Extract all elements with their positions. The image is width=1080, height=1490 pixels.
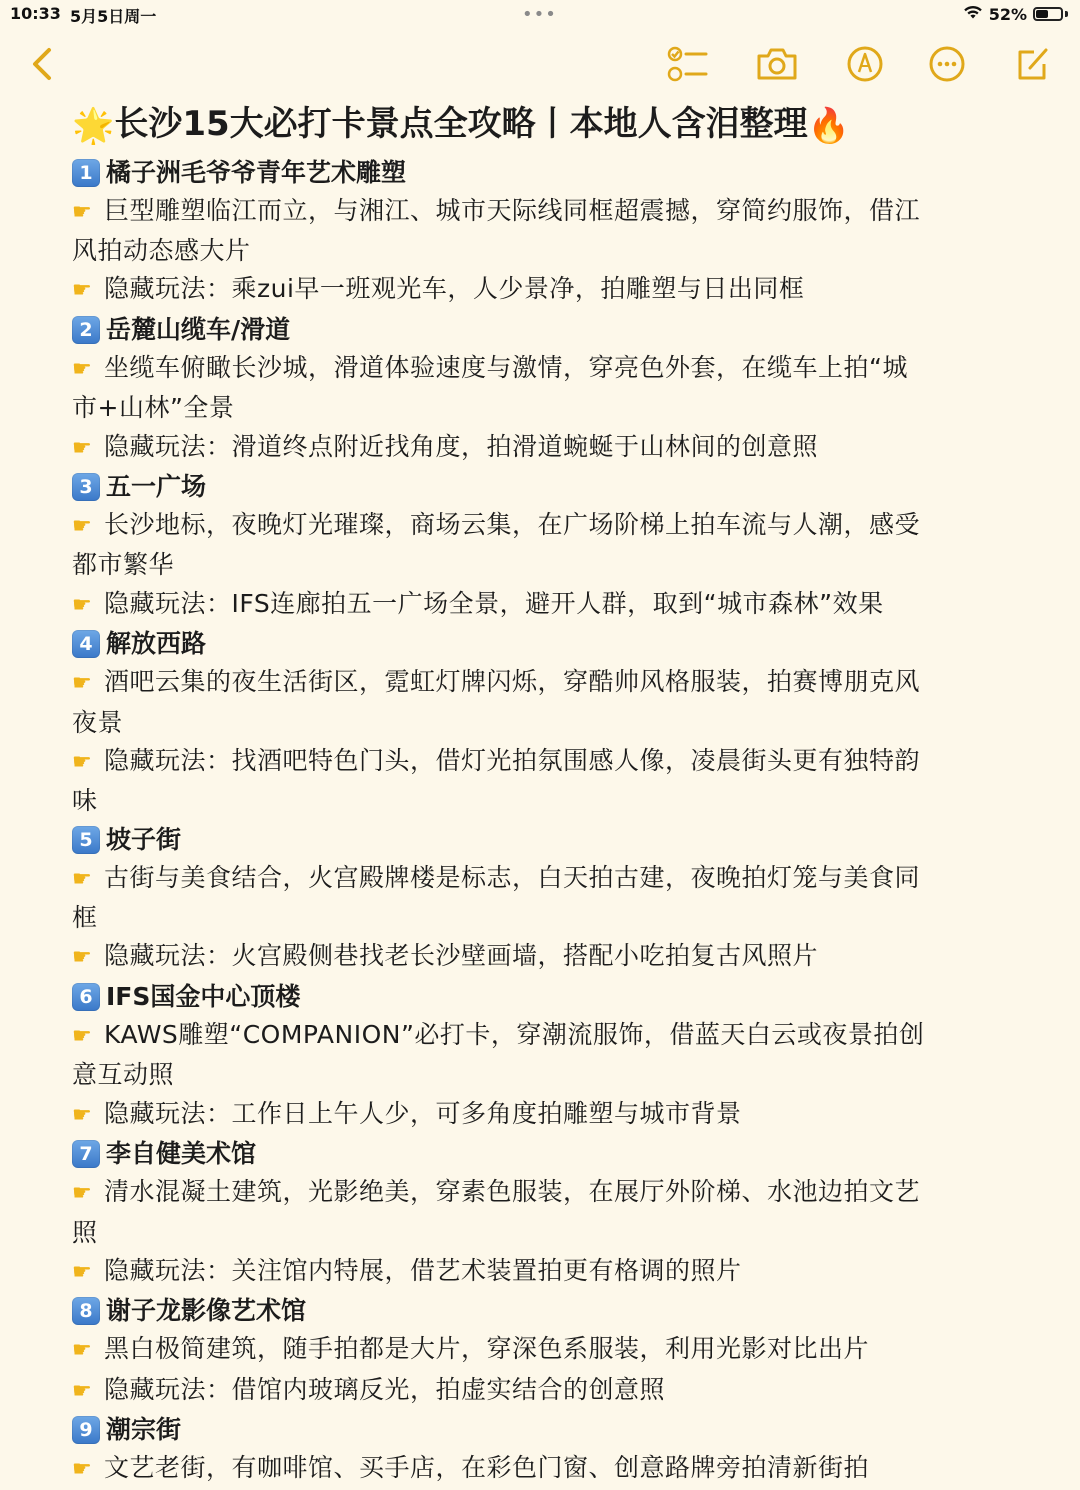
- section-name: 潮宗街: [106, 1415, 182, 1444]
- more-button[interactable]: [923, 40, 971, 88]
- section-title: [72, 1135, 1012, 1173]
- note-line-text: 隐藏玩法：借馆内玻璃反光，拍虚实结合的创意照: [104, 1374, 666, 1404]
- camera-button[interactable]: [753, 40, 801, 88]
- number-keycap-icon: 7: [72, 1140, 100, 1168]
- note-line-text: 意互动照: [72, 1060, 175, 1090]
- note-line: [72, 782, 1012, 820]
- note-line: [72, 1449, 1012, 1489]
- pointing-hand-icon: ☛: [72, 1181, 93, 1207]
- note-line: [72, 232, 1012, 270]
- note-line: [72, 742, 1012, 782]
- note-line: [72, 1173, 1012, 1213]
- pointing-hand-icon: ☛: [72, 1338, 93, 1364]
- note-line: [72, 937, 1012, 977]
- note-line-text: 夜景: [72, 707, 124, 737]
- note-line: [72, 1252, 1012, 1292]
- multitasking-dots-icon[interactable]: •••: [522, 4, 557, 25]
- section-title: [72, 1411, 1012, 1449]
- pointing-hand-icon: ☛: [72, 435, 93, 461]
- section-name: 五一广场: [106, 471, 207, 501]
- note-content[interactable]: [72, 100, 1012, 1490]
- note-line-text: 酒吧云集的夜生活街区，霓虹灯牌闪烁，穿酷帅风格服装，拍赛博朋克风: [104, 667, 921, 697]
- note-line: [72, 389, 1012, 427]
- section-name: 坡子街: [106, 824, 182, 854]
- note-line: [72, 859, 1012, 899]
- section-title: [72, 978, 1012, 1016]
- pointing-hand-icon: ☛: [72, 1259, 93, 1285]
- note-line: [72, 1330, 1012, 1370]
- section-name: IFS国金中心顶楼: [106, 981, 301, 1011]
- note-line-text: 文艺老街，有咖啡馆、买手店，在彩色门窗、创意路牌旁拍清新街拍: [104, 1453, 870, 1483]
- note-line: [72, 1056, 1012, 1094]
- note-line-text: 照: [72, 1217, 98, 1247]
- camera-icon: [755, 44, 799, 84]
- section-title: [72, 154, 1012, 192]
- pointing-hand-icon: ☛: [72, 278, 93, 304]
- number-keycap-icon: 3: [72, 473, 100, 501]
- pointing-hand-icon: ☛: [72, 1024, 93, 1050]
- note-line: [72, 428, 1012, 468]
- checklist-button[interactable]: [664, 40, 712, 88]
- pointing-hand-icon: ☛: [72, 592, 93, 618]
- section-name: 橘子洲毛爷爷青年艺术雕塑: [106, 157, 407, 187]
- pointing-hand-icon: ☛: [72, 1457, 93, 1483]
- battery-tip: [1065, 11, 1068, 17]
- note-line-text: 隐藏玩法：找酒吧特色门头，借灯光拍氛围感人像，凌晨街头更有独特韵: [104, 745, 921, 775]
- note-line-text: 古街与美食结合，火宫殿牌楼是标志，白天拍古建，夜晚拍灯笼与美食同: [104, 862, 921, 892]
- note-line: [72, 585, 1012, 625]
- section-title: [72, 625, 1012, 663]
- note-line-text: 长沙地标，夜晚灯光璀璨，商场云集，在广场阶梯上拍车流与人潮，感受: [104, 510, 921, 540]
- note-line: [72, 349, 1012, 389]
- note-line: [72, 270, 1012, 310]
- section-title: [72, 821, 1012, 859]
- back-button[interactable]: [18, 40, 66, 88]
- note-toolbar: [0, 40, 1080, 88]
- number-keycap-icon: 6: [72, 983, 100, 1011]
- battery-level: [1036, 10, 1048, 18]
- note-line-text: 清水混凝土建筑，光影绝美，穿素色服装，在展厅外阶梯、水池边拍文艺: [104, 1177, 921, 1207]
- note-line-text: 黑白极简建筑，随手拍都是大片，穿深色系服装，利用光影对比出片: [104, 1334, 870, 1364]
- status-time: 10:33: [10, 4, 61, 23]
- section-name: 谢子龙影像艺术馆: [106, 1296, 307, 1326]
- compose-button[interactable]: [1008, 40, 1056, 88]
- note-line: [72, 1214, 1012, 1252]
- note-line: [72, 506, 1012, 546]
- note-line-text: 市+山林”全景: [72, 393, 235, 423]
- note-line-text: 坐缆车俯瞰长沙城，滑道体验速度与激情，穿亮色外套，在缆车上拍“城: [104, 352, 908, 382]
- more-icon: [927, 44, 967, 84]
- fire-icon: 🔥: [807, 105, 851, 146]
- wifi-icon: [963, 4, 983, 24]
- note-line: [72, 192, 1012, 232]
- note-line: [72, 1371, 1012, 1411]
- pointing-hand-icon: ☛: [72, 749, 93, 775]
- pointing-hand-icon: ☛: [72, 1378, 93, 1404]
- number-keycap-icon: 5: [72, 826, 100, 854]
- pointing-hand-icon: ☛: [72, 356, 93, 382]
- number-keycap-icon: 9: [72, 1416, 100, 1444]
- note-line-text: 隐藏玩法：滑道终点附近找角度，拍滑道蜿蜒于山林间的创意照: [104, 431, 819, 461]
- note-title-text: 长沙15大必打卡景点全攻略丨本地人含泪整理: [114, 104, 808, 144]
- chevron-left-icon: [27, 44, 57, 84]
- compose-icon: [1012, 44, 1052, 84]
- note-line-text: 框: [72, 903, 98, 933]
- pointing-hand-icon: ☛: [72, 199, 93, 225]
- status-indicators: [963, 4, 1068, 24]
- note-line: [72, 1095, 1012, 1135]
- pointing-hand-icon: ☛: [72, 866, 93, 892]
- number-keycap-icon: 8: [72, 1297, 100, 1325]
- pointing-hand-icon: ☛: [72, 514, 93, 540]
- note-line-text: 隐藏玩法：关注馆内特展，借艺术装置拍更有格调的照片: [104, 1255, 742, 1285]
- section-name: 李自健美术馆: [106, 1138, 257, 1168]
- section-title: [72, 1292, 1012, 1330]
- pointing-hand-icon: ☛: [72, 945, 93, 971]
- note-line-text: 隐藏玩法：工作日上午人少，可多角度拍雕塑与城市背景: [104, 1098, 742, 1128]
- note-title: [72, 100, 1012, 150]
- star-icon: 🌟: [72, 105, 115, 146]
- note-line-text: 巨型雕塑临江而立，与湘江、城市天际线同框超震撼，穿简约服饰，借江: [104, 195, 921, 225]
- status-bar: [0, 0, 1080, 30]
- note-line: [72, 899, 1012, 937]
- checklist-icon: [666, 44, 710, 84]
- note-line-text: 隐藏玩法：乘zui早一班观光车，人少景净，拍雕塑与日出同框: [104, 274, 805, 304]
- markup-button[interactable]: [841, 40, 889, 88]
- section-name: 岳麓山缆车/滑道: [106, 314, 291, 344]
- number-keycap-icon: 2: [72, 316, 100, 344]
- pointing-hand-icon: ☛: [72, 671, 93, 697]
- note-sections: [72, 154, 1012, 1490]
- battery-icon: [1033, 7, 1063, 21]
- section-name: 解放西路: [106, 629, 207, 659]
- note-line: [72, 546, 1012, 584]
- note-line-text: 都市繁华: [72, 550, 175, 580]
- battery-percent: 52%: [988, 4, 1027, 24]
- status-date: 5月5日周一: [70, 7, 157, 26]
- note-line: [72, 1016, 1012, 1056]
- section-title: [72, 468, 1012, 506]
- section-title: [72, 311, 1012, 349]
- number-keycap-icon: 1: [72, 159, 100, 187]
- note-line-text: 隐藏玩法：IFS连廊拍五一广场全景，避开人群，取到“城市森林”效果: [104, 588, 884, 618]
- note-line-text: 隐藏玩法：火宫殿侧巷找老长沙壁画墙，搭配小吃拍复古风照片: [104, 941, 819, 971]
- note-line: [72, 704, 1012, 742]
- note-line-text: KAWS雕塑“COMPANION”必打卡，穿潮流服饰，借蓝天白云或夜景拍创: [104, 1020, 925, 1050]
- note-line-text: 味: [72, 786, 98, 816]
- note-line-text: 风拍动态感大片: [72, 236, 251, 266]
- markup-pen-icon: [845, 44, 885, 84]
- note-line: [72, 663, 1012, 703]
- number-keycap-icon: 4: [72, 630, 100, 658]
- pointing-hand-icon: ☛: [72, 1102, 93, 1128]
